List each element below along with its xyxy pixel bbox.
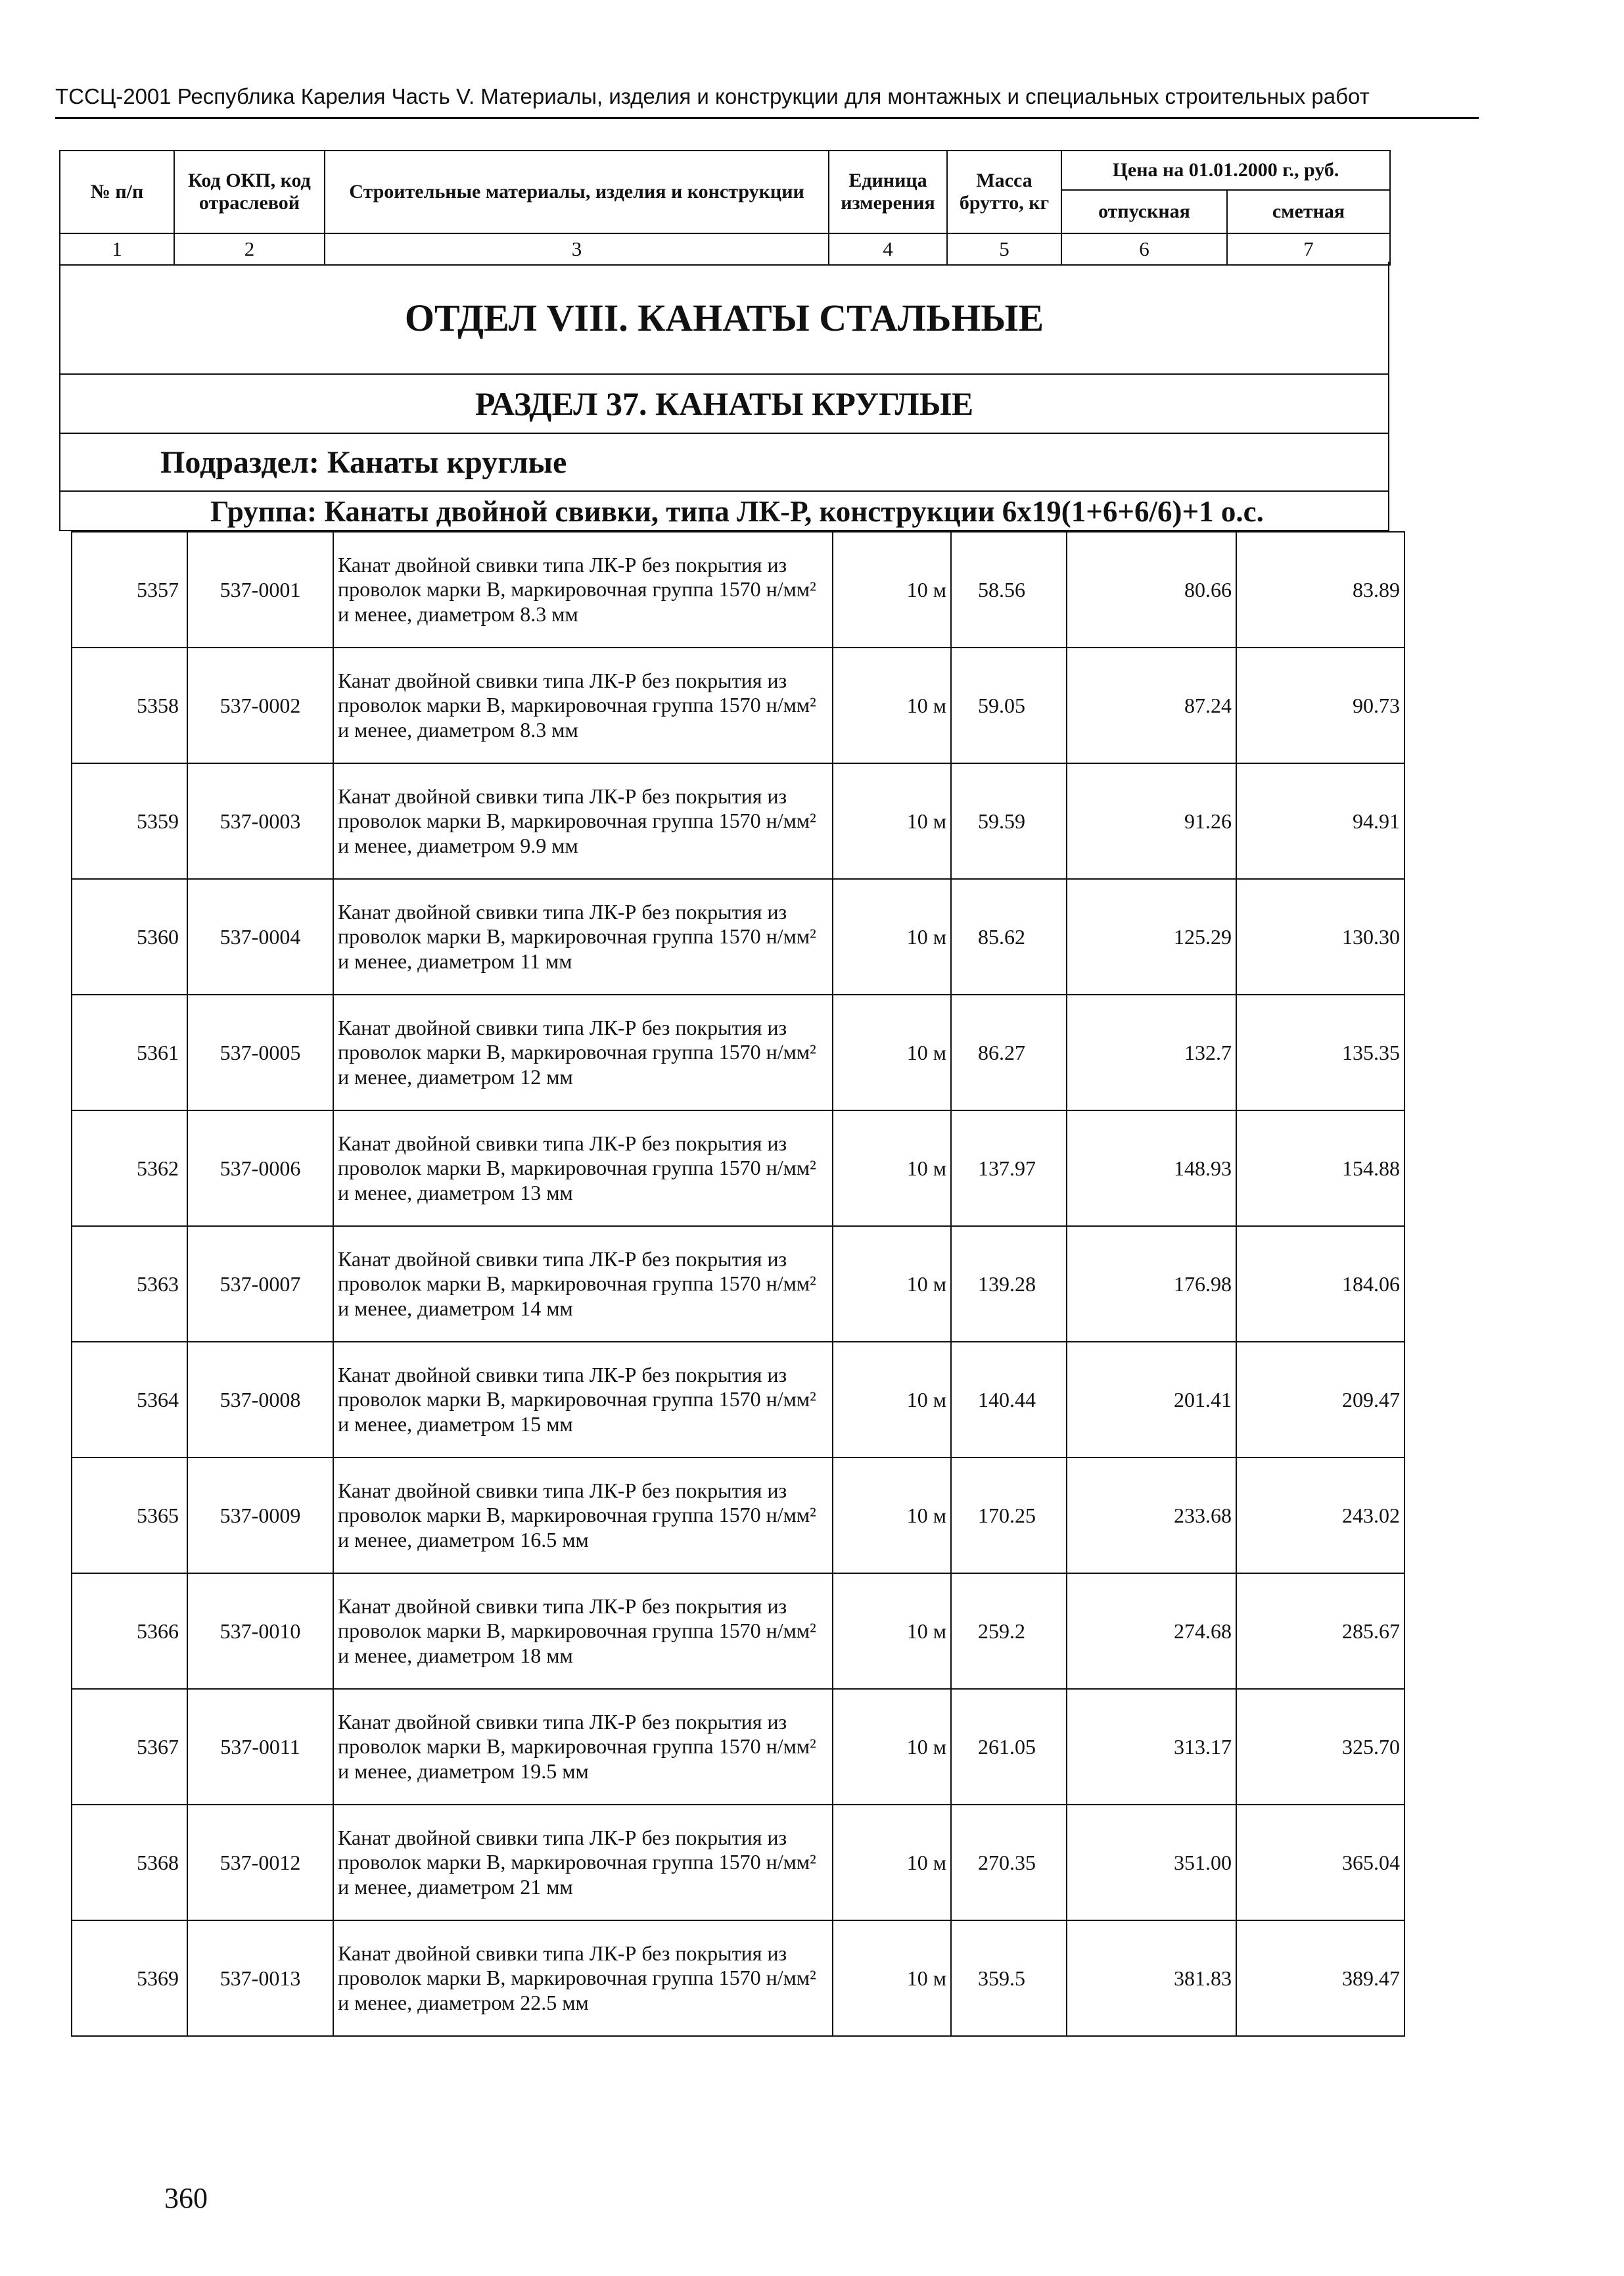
row-price-release: 274.68 <box>1067 1573 1236 1689</box>
row-unit: 10 м <box>833 1458 951 1573</box>
department-title: ОТДЕЛ VIII. КАНАТЫ СТАЛЬНЫЕ <box>59 262 1389 375</box>
col-number: 5 <box>947 233 1061 265</box>
row-price-estimate: 130.30 <box>1236 879 1404 995</box>
row-code: 537-0010 <box>187 1573 333 1689</box>
row-price-estimate: 209.47 <box>1236 1342 1404 1458</box>
row-name: Канат двойной свивки типа ЛК-Р без покрытия из проволок марки В, маркировочная группа 1570 н/мм² и менее, диаметром 18 мм <box>333 1573 833 1689</box>
row-unit: 10 м <box>833 879 951 995</box>
row-code: 537-0006 <box>187 1110 333 1226</box>
row-unit: 10 м <box>833 1920 951 2036</box>
row-name: Канат двойной свивки типа ЛК-Р без покрытия из проволок марки В, маркировочная группа 1570 н/мм² и менее, диаметром 16.5 мм <box>333 1458 833 1573</box>
row-mass: 270.35 <box>951 1805 1067 1920</box>
row-price-estimate: 154.88 <box>1236 1110 1404 1226</box>
col-header-mass: Масса брутто, кг <box>947 151 1061 233</box>
row-price-estimate: 325.70 <box>1236 1689 1404 1805</box>
row-name: Канат двойной свивки типа ЛК-Р без покрытия из проволок марки В, маркировочная группа 1570 н/мм² и менее, диаметром 12 мм <box>333 995 833 1110</box>
table-row <box>72 1573 1404 1689</box>
row-name: Канат двойной свивки типа ЛК-Р без покрытия из проволок марки В, маркировочная группа 1570 н/мм² и менее, диаметром 13 мм <box>333 1110 833 1226</box>
col-header-price-estimate: сметная <box>1227 190 1390 233</box>
table-row <box>72 763 1404 879</box>
row-mass: 137.97 <box>951 1110 1067 1226</box>
col-number: 1 <box>60 233 174 265</box>
table-row <box>72 648 1404 763</box>
header-rule <box>55 117 1479 119</box>
row-unit: 10 м <box>833 1689 951 1805</box>
row-price-estimate: 90.73 <box>1236 648 1404 763</box>
row-name: Канат двойной свивки типа ЛК-Р без покрытия из проволок марки В, маркировочная группа 1570 н/мм² и менее, диаметром 15 мм <box>333 1342 833 1458</box>
col-number: 2 <box>174 233 325 265</box>
row-price-release: 313.17 <box>1067 1689 1236 1805</box>
col-number: 4 <box>829 233 947 265</box>
col-number: 7 <box>1227 233 1390 265</box>
section-title: РАЗДЕЛ 37. КАНАТЫ КРУГЛЫЕ <box>59 375 1389 434</box>
row-price-estimate: 285.67 <box>1236 1573 1404 1689</box>
row-code: 537-0001 <box>187 532 333 648</box>
row-unit: 10 м <box>833 995 951 1110</box>
row-price-estimate: 184.06 <box>1236 1226 1404 1342</box>
row-number: 5368 <box>72 1805 187 1920</box>
row-code: 537-0005 <box>187 995 333 1110</box>
row-number: 5366 <box>72 1573 187 1689</box>
row-mass: 139.28 <box>951 1226 1067 1342</box>
row-code: 537-0009 <box>187 1458 333 1573</box>
row-unit: 10 м <box>833 1805 951 1920</box>
row-unit: 10 м <box>833 648 951 763</box>
col-number: 6 <box>1061 233 1227 265</box>
row-code: 537-0012 <box>187 1805 333 1920</box>
table-row <box>72 1342 1404 1458</box>
row-name: Канат двойной свивки типа ЛК-Р без покрытия из проволок марки В, маркировочная группа 1570 н/мм² и менее, диаметром 19.5 мм <box>333 1689 833 1805</box>
materials-table <box>71 531 1405 2037</box>
row-number: 5369 <box>72 1920 187 2036</box>
row-number: 5367 <box>72 1689 187 1805</box>
row-mass: 59.59 <box>951 763 1067 879</box>
row-name: Канат двойной свивки типа ЛК-Р без покрытия из проволок марки В, маркировочная группа 1570 н/мм² и менее, диаметром 11 мм <box>333 879 833 995</box>
row-number: 5362 <box>72 1110 187 1226</box>
col-header-code: Код ОКП, код отраслевой <box>174 151 325 233</box>
row-price-release: 148.93 <box>1067 1110 1236 1226</box>
row-mass: 59.05 <box>951 648 1067 763</box>
group-title: Группа: Канаты двойной свивки, типа ЛК-Р, конструкции 6х19(1+6+6/6)+1 о.с. <box>59 492 1389 531</box>
table-row <box>72 1689 1404 1805</box>
row-mass: 261.05 <box>951 1689 1067 1805</box>
row-code: 537-0004 <box>187 879 333 995</box>
row-price-estimate: 94.91 <box>1236 763 1404 879</box>
table-row <box>72 1226 1404 1342</box>
row-name: Канат двойной свивки типа ЛК-Р без покрытия из проволок марки В, маркировочная группа 1570 н/мм² и менее, диаметром 9.9 мм <box>333 763 833 879</box>
row-price-release: 351.00 <box>1067 1805 1236 1920</box>
row-mass: 85.62 <box>951 879 1067 995</box>
row-name: Канат двойной свивки типа ЛК-Р без покрытия из проволок марки В, маркировочная группа 1570 н/мм² и менее, диаметром 21 мм <box>333 1805 833 1920</box>
row-mass: 170.25 <box>951 1458 1067 1573</box>
row-number: 5360 <box>72 879 187 995</box>
row-price-release: 125.29 <box>1067 879 1236 995</box>
row-code: 537-0008 <box>187 1342 333 1458</box>
row-number: 5365 <box>72 1458 187 1573</box>
row-number: 5363 <box>72 1226 187 1342</box>
row-name: Канат двойной свивки типа ЛК-Р без покрытия из проволок марки В, маркировочная группа 1570 н/мм² и менее, диаметром 8.3 мм <box>333 532 833 648</box>
row-unit: 10 м <box>833 1110 951 1226</box>
row-number: 5357 <box>72 532 187 648</box>
table-row <box>72 879 1404 995</box>
row-price-release: 80.66 <box>1067 532 1236 648</box>
row-price-estimate: 389.47 <box>1236 1920 1404 2036</box>
row-price-release: 132.7 <box>1067 995 1236 1110</box>
row-price-estimate: 365.04 <box>1236 1805 1404 1920</box>
col-number: 3 <box>325 233 829 265</box>
row-number: 5358 <box>72 648 187 763</box>
row-price-release: 233.68 <box>1067 1458 1236 1573</box>
row-unit: 10 м <box>833 1342 951 1458</box>
row-name: Канат двойной свивки типа ЛК-Р без покрытия из проволок марки В, маркировочная группа 1570 н/мм² и менее, диаметром 8.3 мм <box>333 648 833 763</box>
row-mass: 359.5 <box>951 1920 1067 2036</box>
row-price-release: 381.83 <box>1067 1920 1236 2036</box>
row-mass: 58.56 <box>951 532 1067 648</box>
col-header-price-release: отпускная <box>1061 190 1227 233</box>
table-row <box>72 1110 1404 1226</box>
row-price-release: 87.24 <box>1067 648 1236 763</box>
row-price-release: 91.26 <box>1067 763 1236 879</box>
row-mass: 259.2 <box>951 1573 1067 1689</box>
row-price-estimate: 135.35 <box>1236 995 1404 1110</box>
column-header-table <box>59 150 1391 266</box>
subsection-title: Подраздел: Канаты круглые <box>59 434 1389 492</box>
table-row <box>72 532 1404 648</box>
running-header: ТССЦ-2001 Республика Карелия Часть V. Материалы, изделия и конструкции для монтажных и специальных строительных работ <box>55 84 1370 108</box>
page-number: 360 <box>164 2182 208 2214</box>
table-row <box>72 1458 1404 1573</box>
row-code: 537-0003 <box>187 763 333 879</box>
row-code: 537-0011 <box>187 1689 333 1805</box>
table-row <box>72 1920 1404 2036</box>
row-price-estimate: 83.89 <box>1236 532 1404 648</box>
row-code: 537-0002 <box>187 648 333 763</box>
row-name: Канат двойной свивки типа ЛК-Р без покрытия из проволок марки В, маркировочная группа 1570 н/мм² и менее, диаметром 14 мм <box>333 1226 833 1342</box>
col-header-name: Строительные материалы, изделия и конструкции <box>325 151 829 233</box>
row-unit: 10 м <box>833 763 951 879</box>
row-name: Канат двойной свивки типа ЛК-Р без покрытия из проволок марки В, маркировочная группа 1570 н/мм² и менее, диаметром 22.5 мм <box>333 1920 833 2036</box>
row-price-estimate: 243.02 <box>1236 1458 1404 1573</box>
row-code: 537-0007 <box>187 1226 333 1342</box>
row-number: 5364 <box>72 1342 187 1458</box>
row-mass: 86.27 <box>951 995 1067 1110</box>
row-price-release: 176.98 <box>1067 1226 1236 1342</box>
row-price-release: 201.41 <box>1067 1342 1236 1458</box>
row-mass: 140.44 <box>951 1342 1067 1458</box>
row-number: 5359 <box>72 763 187 879</box>
table-row <box>72 1805 1404 1920</box>
col-header-num: № п/п <box>60 151 174 233</box>
row-unit: 10 м <box>833 1573 951 1689</box>
row-unit: 10 м <box>833 1226 951 1342</box>
row-code: 537-0013 <box>187 1920 333 2036</box>
row-unit: 10 м <box>833 532 951 648</box>
col-header-unit: Единица измерения <box>829 151 947 233</box>
table-row <box>72 995 1404 1110</box>
col-header-price-group: Цена на 01.01.2000 г., руб. <box>1061 151 1390 190</box>
row-number: 5361 <box>72 995 187 1110</box>
